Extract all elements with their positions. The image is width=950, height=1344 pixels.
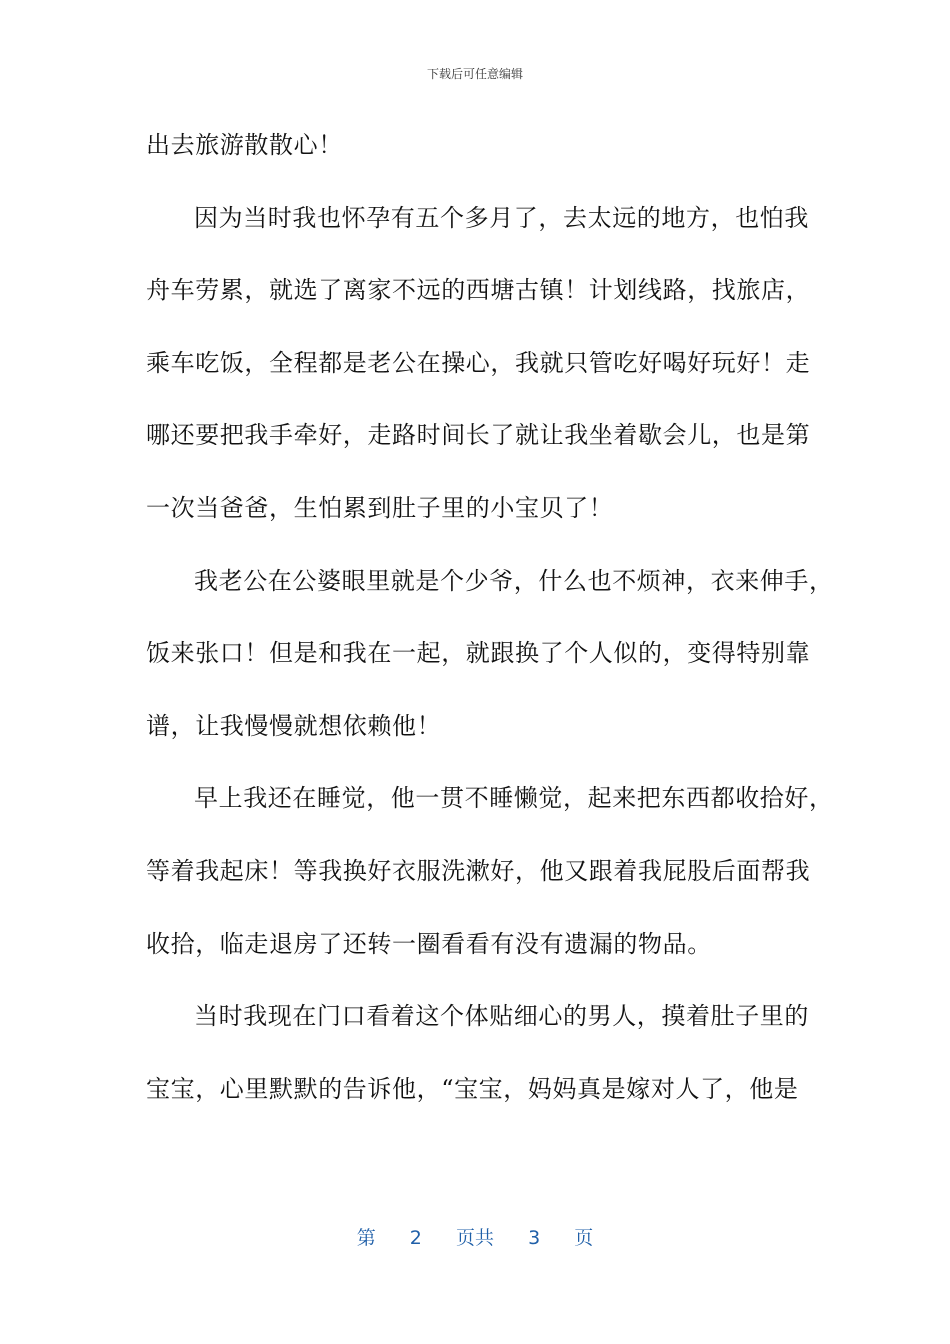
paragraph-start-line: 我老公在公婆眼里就是个少爷，什么也不烦神，衣来伸手， <box>194 566 834 595</box>
text-line: 等着我起床！等我换好衣服洗漱好，他又跟着我屁股后面帮我 <box>146 856 811 885</box>
total-pages-number: 3 <box>528 1227 541 1249</box>
paragraph-start-line: 早上我还在睡觉，他一贯不睡懒觉，起来把东西都收拾好， <box>194 784 834 813</box>
document-body <box>146 126 834 1142</box>
text-line: 饭来张口！但是和我在一起，就跟换了个人似的，变得特别靠 <box>146 639 811 668</box>
current-page-number: 2 <box>409 1227 422 1249</box>
text-line: 收拾，临走退房了还转一圈看看有没有遗漏的物品。 <box>146 929 712 958</box>
text-line: 宝宝，心里默默的告诉他，“宝宝，妈妈真是嫁对人了，他是 <box>146 1074 799 1103</box>
text-line: 乘车吃饭，全程都是老公在操心，我就只管吃好喝好玩好！走 <box>146 348 811 377</box>
paragraph-start-line: 当时我现在门口看着这个体贴细心的男人，摸着肚子里的 <box>194 1002 809 1031</box>
page-footer <box>0 1226 950 1250</box>
page-header-note: 下载后可任意编辑 <box>426 67 523 81</box>
text-line: 舟车劳累，就选了离家不远的西塘古镇！计划线路，找旅店， <box>146 276 811 305</box>
paragraph-start-line: 因为当时我也怀孕有五个多月了，去太远的地方，也怕我 <box>194 203 809 232</box>
text-line: 一次当爸爸，生怕累到肚子里的小宝贝了！ <box>146 493 614 522</box>
text-line: 哪还要把我手牵好，走路时间长了就让我坐着歇会儿，也是第 <box>146 421 811 450</box>
text-line: 谱，让我慢慢就想依赖他！ <box>146 711 442 740</box>
footer-prefix: 第 <box>356 1227 376 1249</box>
footer-suffix: 页 <box>574 1227 594 1249</box>
text-line: 出去旅游散散心！ <box>146 131 343 159</box>
footer-middle: 页共 <box>455 1227 494 1249</box>
